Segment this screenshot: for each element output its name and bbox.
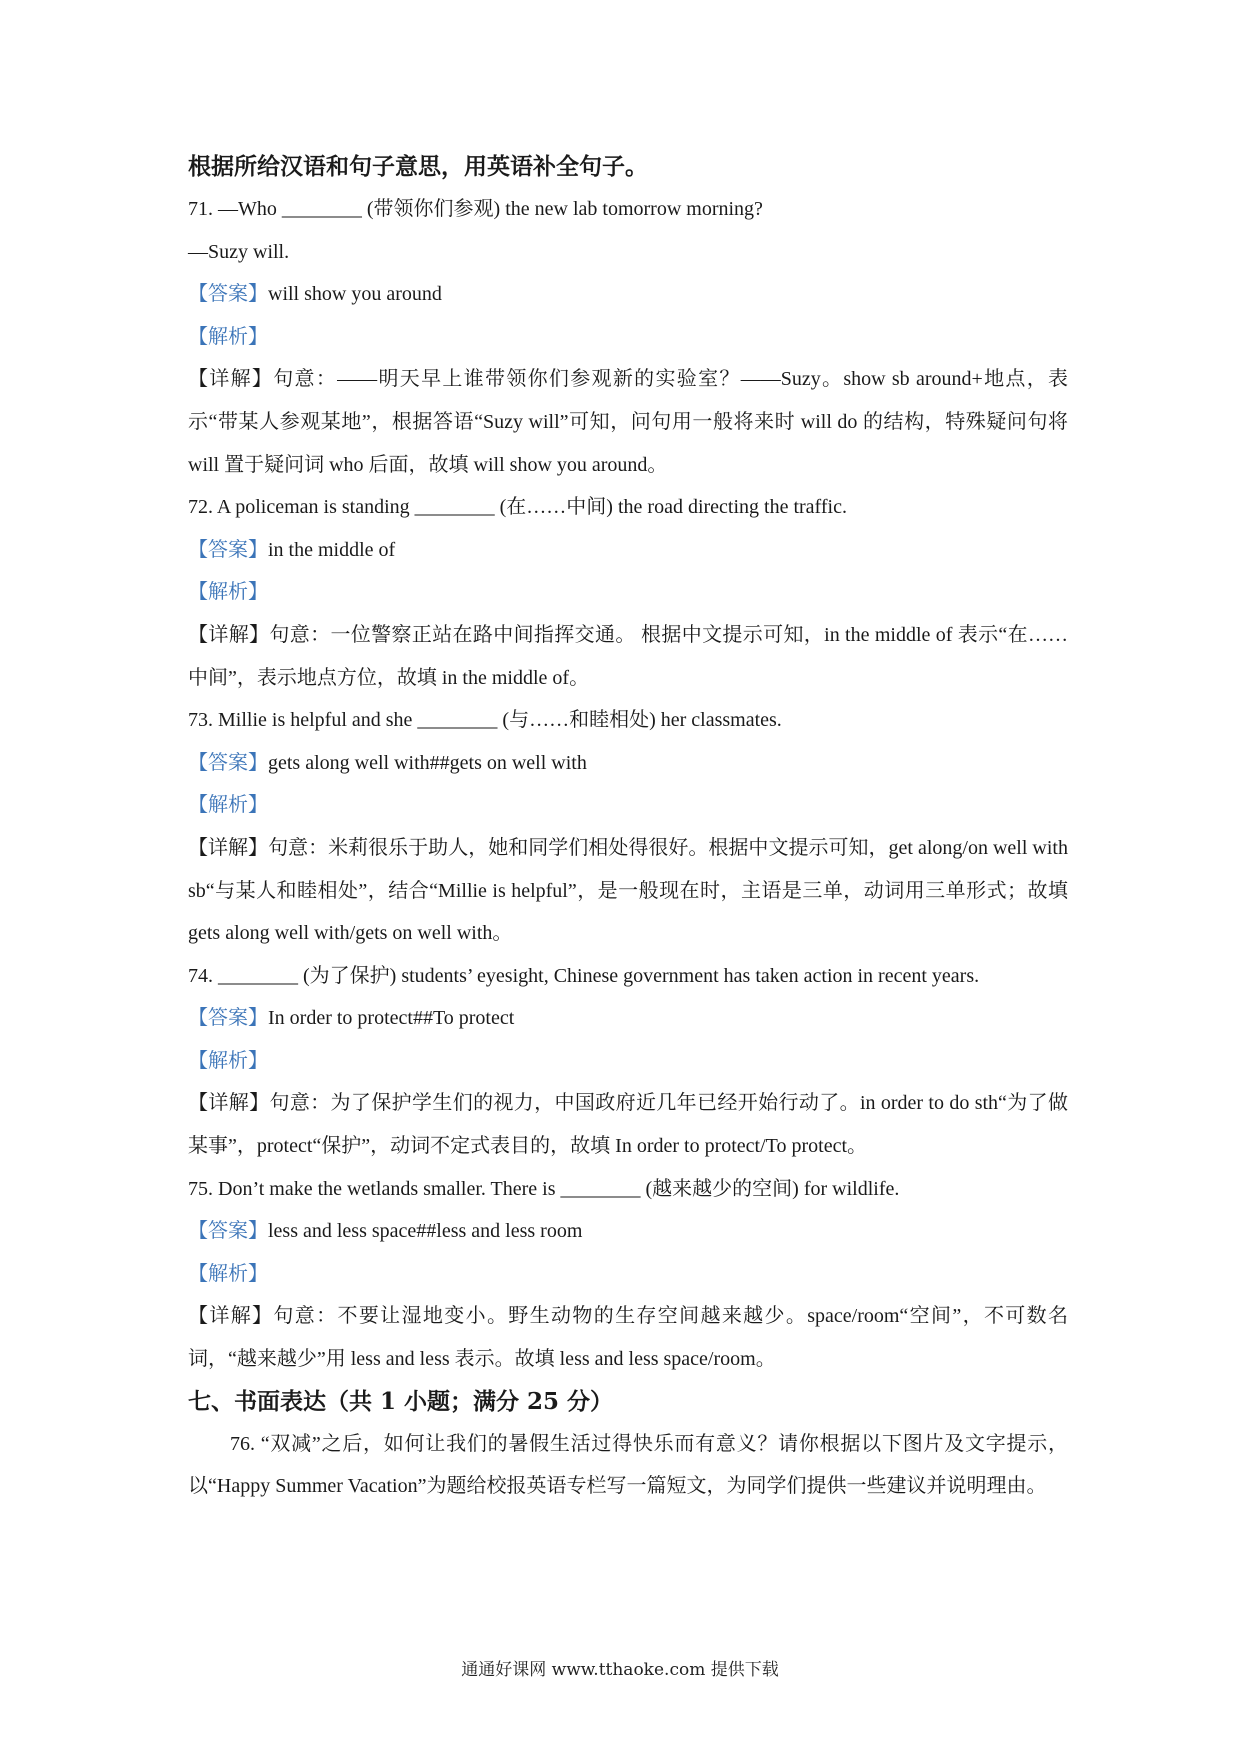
section-title: 根据所给汉语和句子意思，用英语补全句子。: [188, 153, 648, 180]
analysis-line: [188, 1040, 1068, 1083]
analysis-tag: 【解析】: [188, 1049, 268, 1072]
question-73: [188, 699, 1068, 955]
analysis-tag: 【解析】: [188, 1262, 268, 1285]
answer-tag: 【答案】: [188, 751, 268, 774]
answer-tag: 【答案】: [188, 283, 268, 306]
detail-tag: 【详解】: [188, 623, 270, 646]
question-72: [188, 486, 1068, 699]
analysis-line: [188, 571, 1068, 614]
detail-tag: 【详解】: [188, 1092, 270, 1115]
detail-tag: 【详解】: [188, 836, 269, 859]
question-prompt-continued: —Suzy will.: [188, 240, 290, 263]
analysis-line: [188, 316, 1068, 359]
answer-tag: 【答案】: [188, 538, 268, 561]
question-76: 76. “双减”之后，如何让我们的暑假生活过得快乐而有意义？请你根据以下图片及文字提示，以“Happy Summer Vacation”为题给校报英语专栏写一篇短文，为同学们提供一些建议并说明理由。: [188, 1432, 1068, 1498]
detail-text: 句意：米莉很乐于助人，她和同学们相处得很好。根据中文提示可知，get along/on well with sb“与某人和睦相处”，结合“Millie is helpful”，是一般现在时，主语是三单，动词用三单形式；故填 gets along well with/gets on well with。: [188, 836, 1068, 945]
section-7-title: 七、书面表达（共 1 小题；满分 25 分）: [188, 1387, 614, 1415]
detail-text: 句意：一位警察正站在路中间指挥交通。 根据中文提示可知，in the middle of 表示“在……中间”，表示地点方位，故填 in the middle of。: [188, 623, 1069, 689]
question-prompt: 75. Don’t make the wetlands smaller. There is ________ (越来越少的空间) for wildlife.: [188, 1177, 900, 1200]
analysis-tag: 【解析】: [188, 581, 268, 604]
answer-text: gets along well with##gets on well with: [268, 751, 587, 774]
answer-line: [188, 742, 1068, 785]
question-prompt: 71. —Who ________ (带领你们参观) the new lab tomorrow morning?: [188, 198, 763, 220]
detail-text: 句意：不要让湿地变小。野生动物的生存空间越来越少。space/room“空间”，不可数名词，“越来越少”用 less and less 表示。故填 less and less space/room。: [188, 1305, 1068, 1371]
question-71: [188, 188, 1068, 486]
answer-text: in the middle of: [268, 538, 396, 561]
answer-tag: 【答案】: [188, 1220, 268, 1243]
page-footer: 通通好课网 www.tthaoke.com 提供下载: [461, 1660, 779, 1680]
question-prompt: 73. Millie is helpful and she ________ (与……和睦相处) her classmates.: [188, 709, 782, 732]
analysis-tag: 【解析】: [188, 325, 268, 348]
question-75: [188, 1168, 1068, 1381]
answer-line: [188, 997, 1068, 1040]
question-prompt: 72. A policeman is standing ________ (在……中间) the road directing the traffic.: [188, 496, 847, 519]
answer-text: less and less space##less and less room: [268, 1220, 583, 1243]
question-74: [188, 955, 1068, 1168]
detail-paragraph: [188, 1295, 1068, 1380]
answer-text: In order to protect##To protect: [268, 1007, 515, 1030]
detail-paragraph: [188, 1082, 1068, 1167]
detail-paragraph: [188, 827, 1068, 955]
detail-text: 句意：——明天早上谁带领你们参观新的实验室？——Suzy。show sb around+地点，表示“带某人参观某地”，根据答语“Suzy will”可知，问句用一般将来时 will do 的结构，特殊疑问句将 will 置于疑问词 who 后面，故填 will show you around。: [188, 368, 1068, 476]
analysis-line: [188, 784, 1068, 827]
document-page: [188, 146, 1068, 1508]
analysis-line: [188, 1253, 1068, 1296]
answer-tag: 【答案】: [188, 1007, 268, 1030]
detail-tag: 【详解】: [188, 1305, 274, 1328]
detail-text: 句意：为了保护学生们的视力，中国政府近几年已经开始行动了。in order to do sth“为了做某事”，protect“保护”，动词不定式表目的，故填 In order to protect/To protect。: [188, 1092, 1069, 1158]
question-prompt: 74. ________ (为了保护) students’ eyesight, Chinese government has taken action in recent years.: [188, 964, 980, 987]
answer-text: will show you around: [268, 283, 442, 306]
answer-line: [188, 529, 1068, 572]
answer-line: [188, 273, 1068, 316]
detail-paragraph: [188, 358, 1068, 486]
analysis-tag: 【解析】: [188, 794, 268, 817]
detail-tag: 【详解】: [188, 368, 274, 391]
answer-line: [188, 1210, 1068, 1253]
detail-paragraph: [188, 614, 1068, 699]
